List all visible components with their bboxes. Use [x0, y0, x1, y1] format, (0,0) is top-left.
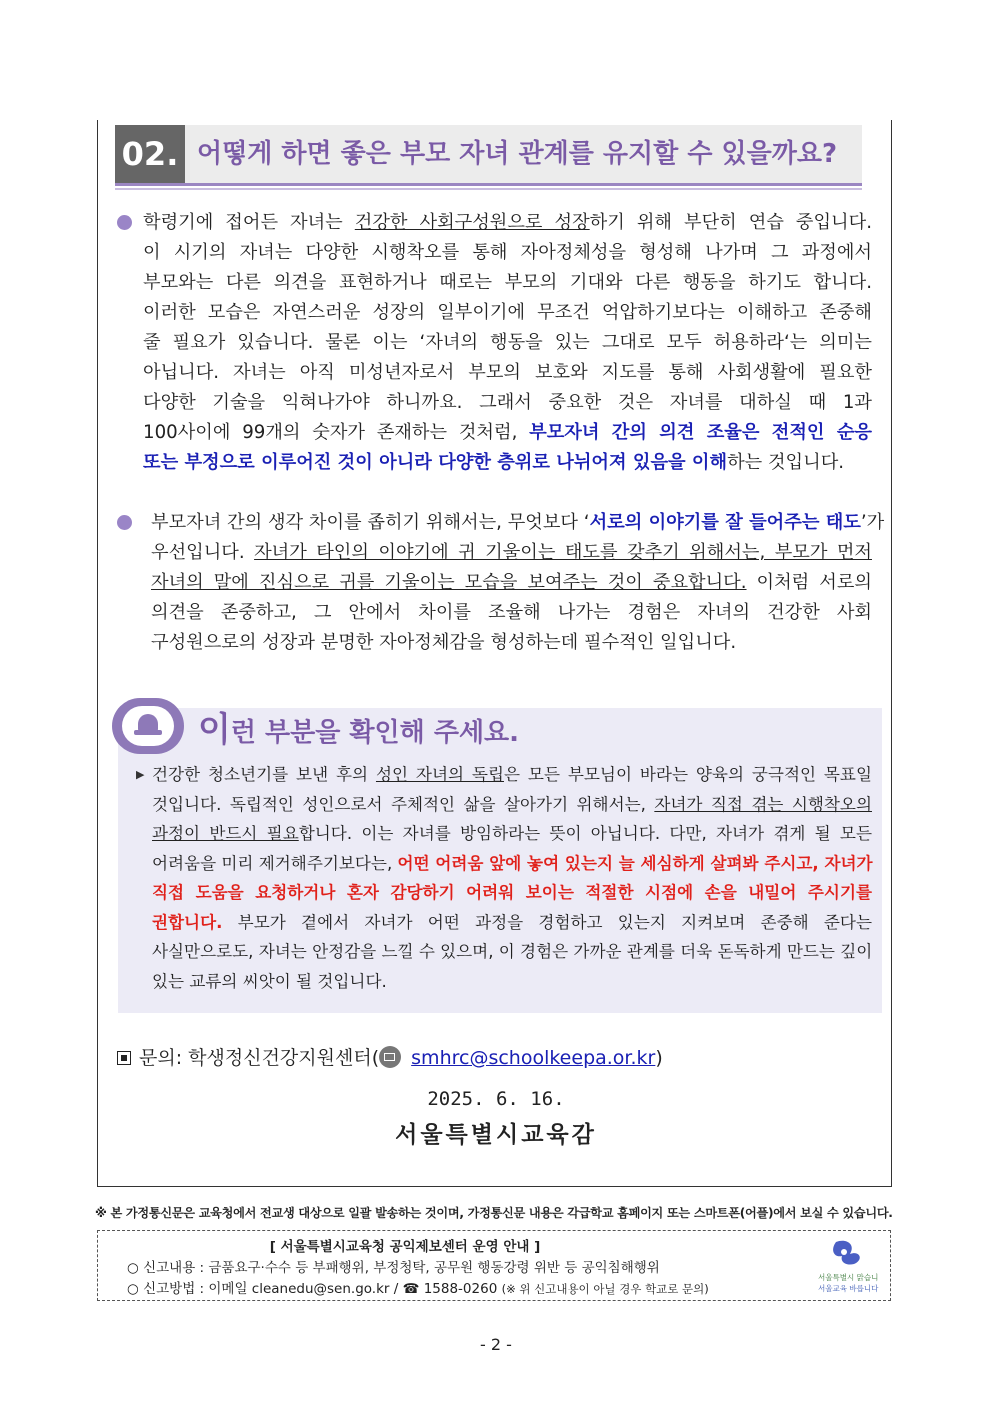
- contact-email-link[interactable]: smhrc@schoolkeepa.or.kr: [411, 1047, 656, 1069]
- seoul-education-logo: [816, 1236, 880, 1296]
- text: 부모가 곁에서 자녀가 어떤 과정을 경험하고 있는지 지켜보며 존중해 준다는: [222, 912, 872, 932]
- logo-dot: [841, 1249, 847, 1255]
- underlined-text: 자녀가 직접 겪는 시행착오의: [654, 794, 872, 814]
- paragraph-line: [143, 448, 872, 478]
- text: 우선입니다.: [151, 542, 255, 563]
- text: 100사이에 99개의 숫자가 존재하는 것처럼,: [143, 422, 530, 443]
- text: ○ 신고방법 : 이메일 cleanedu@sen.go.kr / ☎ 1588-0260: [127, 1281, 502, 1297]
- underlined-text: 건강한 사회구성원으로 성장: [354, 212, 590, 233]
- paragraph-line: 아닙니다. 자녀는 아직 미성년자로서 부모의 보호와 지도를 통해 사회생활에 필요한: [143, 362, 872, 383]
- bullet-dot-icon: [117, 215, 132, 230]
- text: 것입니다. 독립적인 성인으로서 주체적인 삶을 살아가기 위해서는,: [152, 794, 655, 814]
- square-bullet-icon: [117, 1051, 131, 1065]
- text: ’가: [860, 512, 885, 533]
- paragraph-line: 줄 필요가 있습니다. 물론 이는 ‘자녀의 행동을 있는 그대로 모두 허용하라‘는 의미는: [143, 332, 872, 353]
- paragraph-line: [152, 760, 872, 790]
- bullet-dot-icon: [117, 515, 132, 530]
- paragraph-line: 부모와는 다른 의견을 표현하거나 때로는 부모의 기대와 다른 행동을 하기도 합니다.: [143, 272, 872, 293]
- logo-text-1: 서울특별시 맑습니: [818, 1273, 879, 1282]
- bell-base-icon: [134, 730, 162, 735]
- underlined-text: 성인 자녀의 독립: [375, 765, 504, 784]
- contact-line: [117, 1043, 663, 1073]
- text: 하는 것입니다.: [727, 452, 845, 473]
- report-content-line: ○ 신고내용 : 금품요구·수수 등 부패행위, 부정청탁, 공무원 행동강령 위반 등 공익침해행위: [127, 1260, 660, 1276]
- emphasis-text: 부모자녀 간의 의견 조율은 전적인 순응: [529, 422, 872, 443]
- issue-date: 2025. 6. 16.: [427, 1088, 565, 1110]
- paragraph-line: [143, 418, 872, 448]
- emphasis-text: 또는 부정으로 이루어진 것이 아니라 다양한 층위로 나뉘어져 있음을 이해: [143, 452, 728, 473]
- mail-icon: [379, 1046, 401, 1068]
- text: 합니다. 이는 자녀를 방임하라는 뜻이 아닙니다. 다만, 자녀가 겪게 될 모든: [298, 824, 872, 843]
- paragraph-line: 구성원으로의 성장과 분명한 자아정체감을 형성하는데 필수적인 일입니다.: [151, 632, 737, 653]
- paragraph-line: 다양한 기술을 익혀나가야 하니까요. 그래서 중요한 것은 자녀를 대하실 때 1과: [143, 392, 872, 413]
- text: 어려움을 미리 제거해주기보다는,: [152, 853, 398, 873]
- check-title-initial: 이: [198, 710, 231, 750]
- contact-label: 문의: 학생정신건강지원센터(: [139, 1047, 380, 1069]
- logo-text-2: 서울교육 바릅니다: [818, 1284, 879, 1293]
- paragraph-line: 의견을 존중하고, 그 안에서 차이를 조율해 나가는 경험은 자녀의 건강한 사회: [151, 602, 872, 623]
- text: 학령기에 접어든 자녀는: [143, 212, 355, 233]
- underlined-text: 자녀의 말에 진심으로 귀를 기울이는 모습을 보여주는 것이 중요합니다.: [151, 572, 747, 593]
- check-title: [198, 708, 519, 755]
- text: 이처럼 서로의: [746, 572, 872, 593]
- check-paragraph: [152, 760, 872, 996]
- text: (※ 위 신고내용이 아닐 경우 학교로 문의): [501, 1282, 709, 1296]
- paragraph-line: 사실만으로도, 자녀는 안정감을 느낄 수 있으며, 이 경험은 가까운 관계를 더욱 돈독하게 만드는 깊이: [152, 942, 873, 961]
- section-number: 02.: [115, 125, 185, 183]
- bell-badge: [112, 698, 184, 754]
- paragraph-line: [151, 538, 872, 568]
- paragraph-2: [151, 508, 885, 658]
- triangle-bullet-icon: ▶: [136, 768, 145, 781]
- emphasis-text: 서로의 이야기를 잘 들어주는 태도: [589, 512, 861, 533]
- section-underline: [115, 183, 862, 186]
- emphasis-text: 직접 도움을 요청하거나 혼자 감당하기 어려워 보이는 적절한 시점에 손을 내밀어 주시기를: [152, 883, 872, 902]
- paragraph-line: 있는 교류의 씨앗이 될 것입니다.: [152, 971, 387, 991]
- paragraph-line: [152, 790, 872, 820]
- paragraph-line: [152, 819, 872, 849]
- paragraph-line: 이러한 모습은 자연스러운 성장의 일부이기에 무조건 억압하기보다는 이해하고 존중해: [143, 302, 872, 323]
- check-title-rest: 런 부분을 확인해 주세요.: [230, 718, 520, 748]
- paragraph-line: [143, 208, 872, 238]
- text: 부모자녀 간의 생각 차이를 좁히기 위해서는, 무엇보다 ‘: [151, 512, 590, 533]
- underlined-text: 자녀가 타인의 이야기에 귀 기울이는 태도를 갖추기 위해서는, 부모가 먼저: [254, 542, 872, 563]
- paragraph-line: [152, 849, 872, 879]
- emphasis-text: 권합니다.: [152, 912, 223, 932]
- text: 하기 위해 부단히 연습 중입니다.: [589, 212, 872, 233]
- contact-close: ): [655, 1047, 663, 1069]
- text: 건강한 청소년기를 보낸 후의: [152, 765, 376, 784]
- paragraph-line: 이 시기의 자녀는 다양한 시행착오를 통해 자아정체성을 형성해 나가며 그 과정에서: [143, 242, 872, 263]
- text: 은 모든 부모님이 바라는 양육의 궁극적인 목표일: [503, 765, 872, 784]
- paragraph-line: [152, 878, 872, 908]
- paragraph-line: [152, 908, 872, 938]
- report-method-line: [127, 1277, 709, 1297]
- underlined-text: 과정이 반드시 필요: [152, 824, 299, 843]
- bell-badge-inner: [122, 706, 174, 746]
- section-header: [115, 125, 862, 187]
- paragraph-1: [143, 208, 872, 478]
- emphasis-text: 어떤 어려움 앞에 놓여 있는지 늘 세심하게 살펴봐 주시고, 자녀가: [397, 853, 873, 873]
- distribution-notice: ※ 본 가정통신문은 교육청에서 전교생 대상으로 일괄 발송하는 것이며, 가정통신문 내용은 각급학교 홈페이지 또는 스마트폰(어플)에서 보실 수 있습니다.: [95, 1206, 893, 1220]
- paragraph-line: [151, 568, 872, 598]
- section-title: 어떻게 하면 좋은 부모 자녀 관계를 유지할 수 있을까요?: [197, 139, 838, 169]
- report-center-title: [ 서울특별시교육청 공익제보센터 운영 안내 ]: [269, 1239, 541, 1255]
- section-underline-thin: [115, 188, 862, 190]
- page-number: - 2 -: [480, 1335, 512, 1354]
- paragraph-line: [151, 508, 885, 538]
- signer: 서울특별시교육감: [395, 1122, 597, 1148]
